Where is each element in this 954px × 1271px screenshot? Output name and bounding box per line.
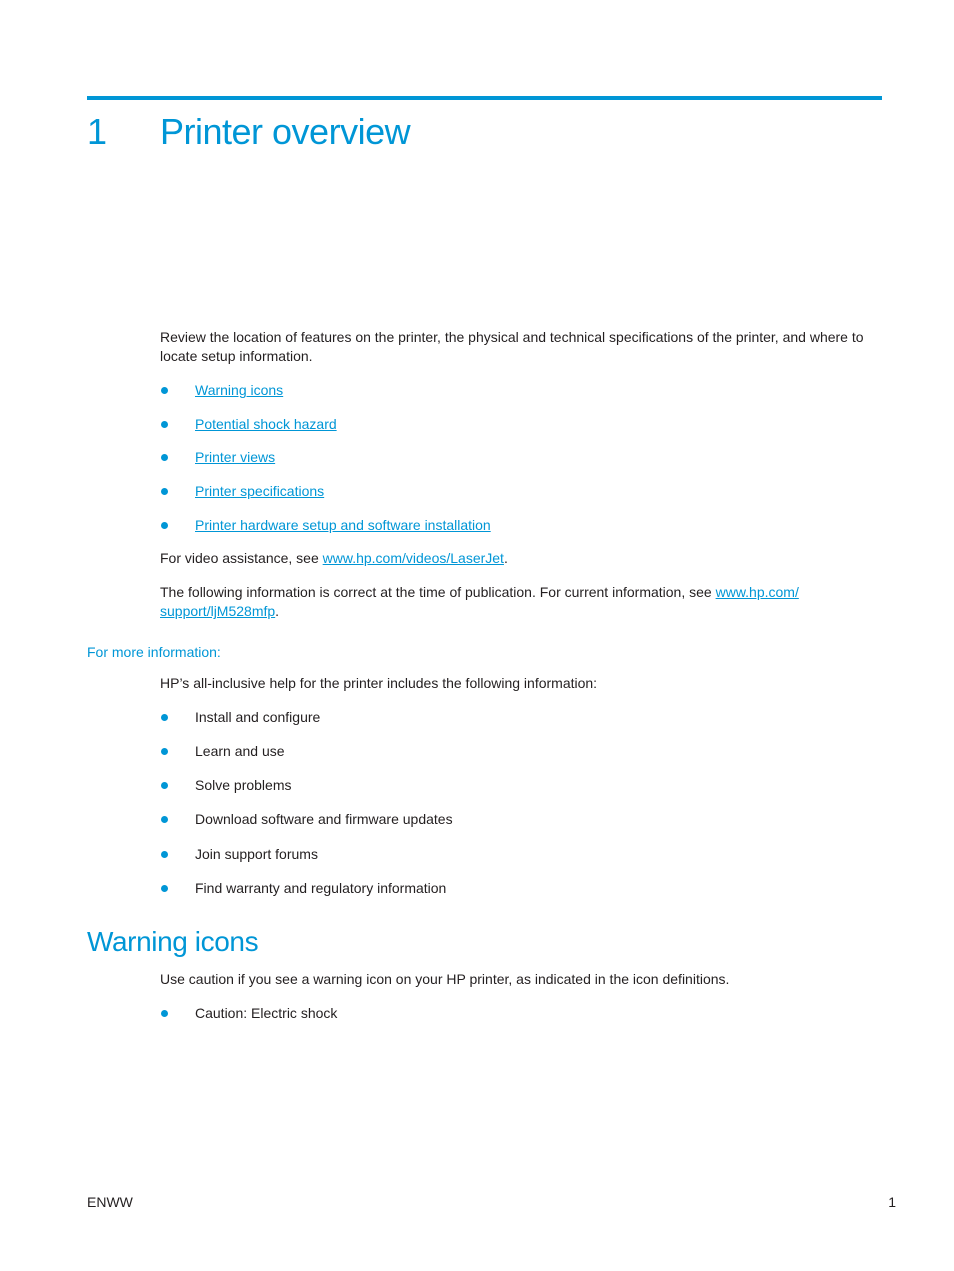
video-suffix: . <box>503 550 508 566</box>
video-link[interactable]: www.hp.com/videos/LaserJet <box>322 550 504 566</box>
support-link-part1[interactable]: www.hp.com/ <box>715 584 799 600</box>
page-number: 1 <box>888 1194 896 1210</box>
chapter-number: 1 <box>87 111 108 152</box>
footer-edition: ENWW <box>87 1194 133 1210</box>
list-item-label: Solve problems <box>195 777 292 793</box>
list-item-label: Learn and use <box>195 743 285 759</box>
video-paragraph <box>160 549 882 568</box>
more-info-intro: HP’s all-inclusive help for the printer includes the following information: <box>160 675 598 691</box>
chapter-rule <box>87 96 882 100</box>
link-printer-views[interactable]: Printer views <box>195 449 276 465</box>
video-prefix: For video assistance, see <box>160 550 323 566</box>
support-link-part2[interactable]: support/ljM528mfp <box>160 603 276 619</box>
list-item-label: Download software and firmware updates <box>195 811 453 827</box>
current-info-prefix: The following information is correct at the time of publication. For current information, see <box>160 584 716 600</box>
section-title-warning-icons: Warning icons <box>87 926 259 957</box>
list-item-label: Install and configure <box>195 709 321 725</box>
list-item-label: Find warranty and regulatory information <box>195 880 447 896</box>
warning-icons-intro: Use caution if you see a warning icon on your HP printer, as indicated in the icon definitions. <box>160 971 730 987</box>
link-warning-icons[interactable]: Warning icons <box>195 382 284 398</box>
list-item-label: Join support forums <box>195 846 318 862</box>
link-potential-shock-hazard[interactable]: Potential shock hazard <box>195 416 337 432</box>
chapter-title: Printer overview <box>160 111 411 152</box>
link-printer-specifications[interactable]: Printer specifications <box>195 483 325 499</box>
link-hardware-setup[interactable]: Printer hardware setup and software installation <box>195 517 491 533</box>
intro-paragraph: Review the location of features on the printer, the physical and technical specifications of the printer, and where to locate setup information. <box>160 329 864 364</box>
current-info-suffix: . <box>275 603 280 619</box>
list-item-label: Caution: Electric shock <box>195 1005 338 1021</box>
current-info-paragraph <box>160 583 882 621</box>
more-info-heading: For more information: <box>87 644 221 660</box>
